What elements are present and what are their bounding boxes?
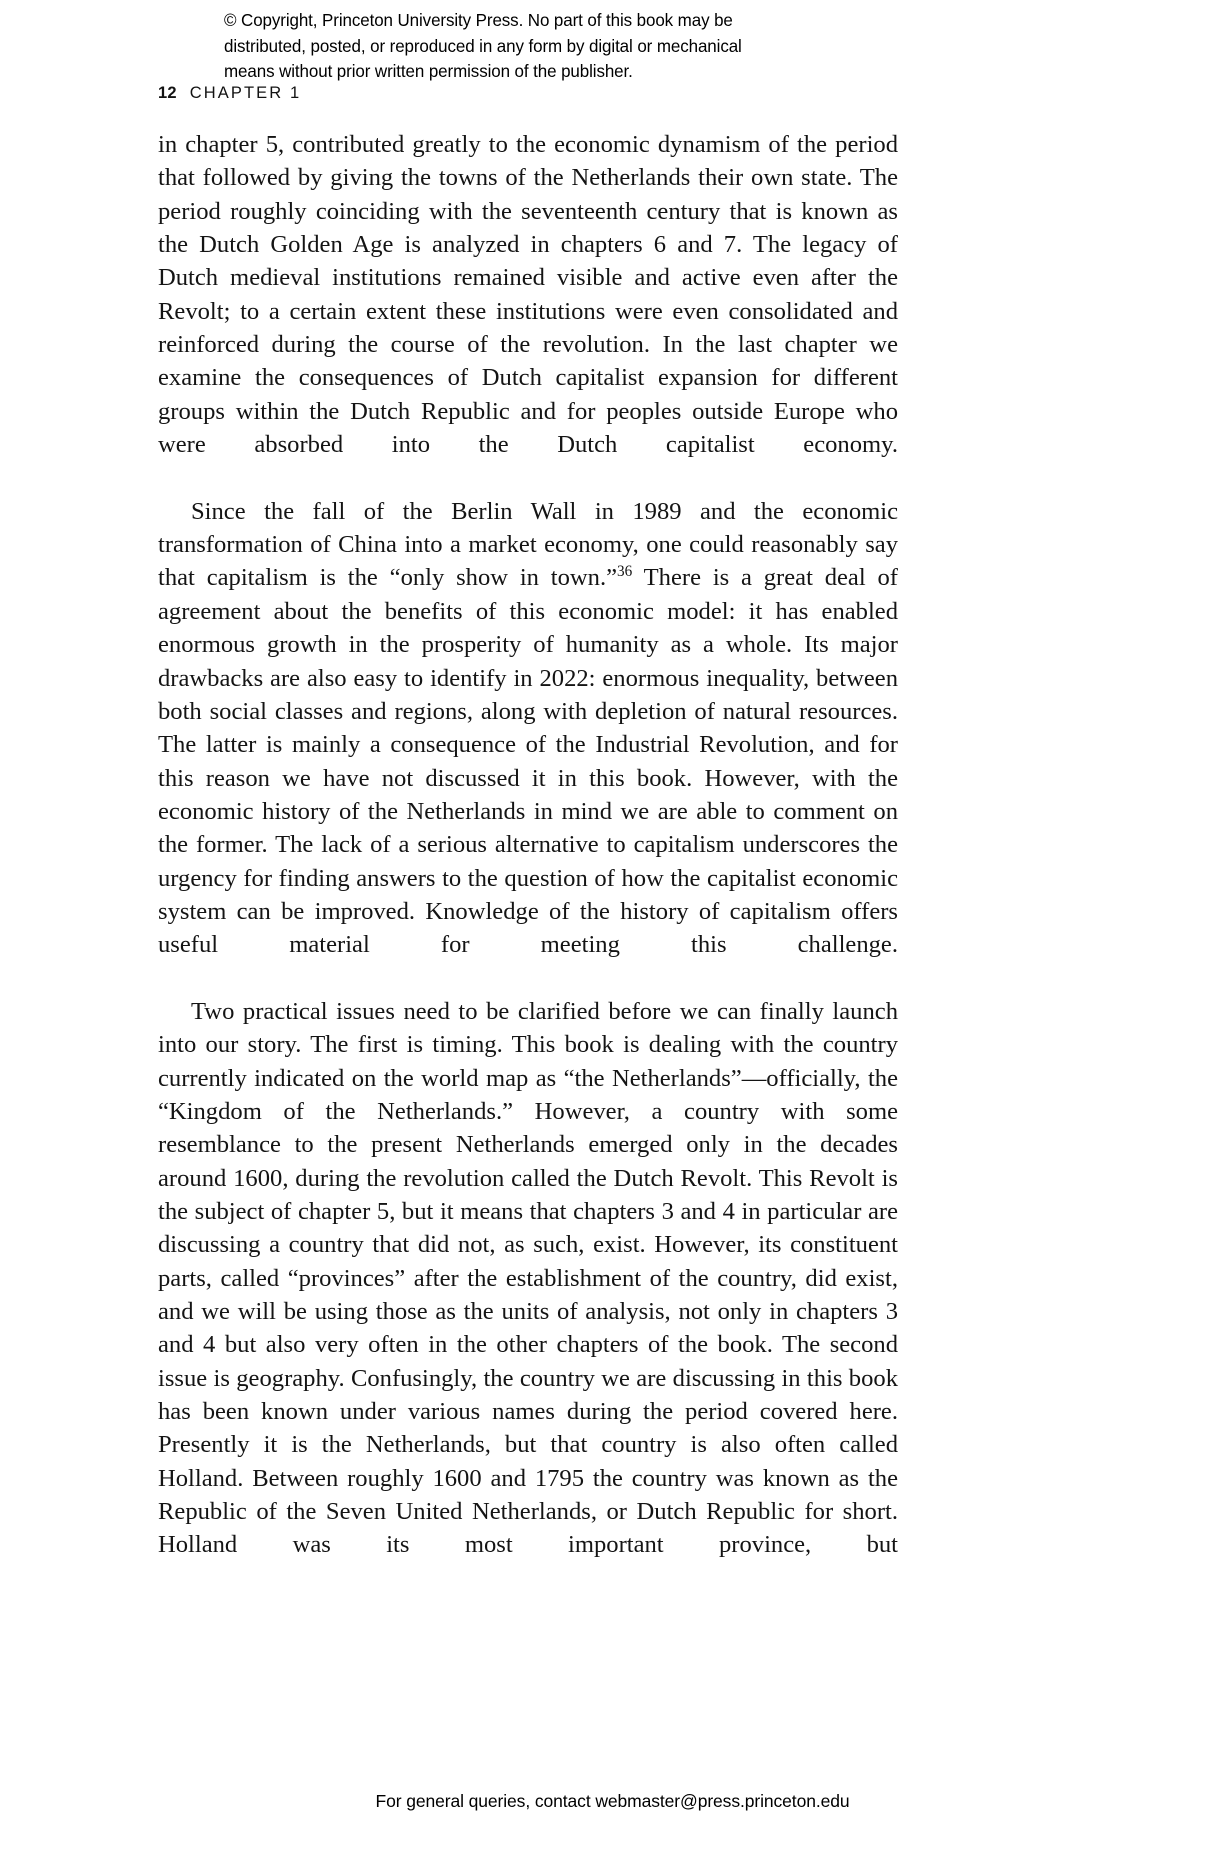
footnote-reference-36[interactable]: 36 <box>617 563 633 581</box>
footer-text: For general queries, contact webmaster@press.princeton.edu <box>375 1791 850 1811</box>
paragraph-berlin-wall <box>158 495 898 995</box>
page-footer <box>0 1791 1225 1812</box>
copyright-notice <box>224 8 806 85</box>
copyright-line-3: means without prior written permission of the publisher. <box>224 61 633 81</box>
paragraph-two-practical-issues: Two practical issues need to be clarified before we can finally launch into our story. The first is timing. This book is dealing with the country currently indicated on the world map as “the Netherlands”—officially, the “Kingdom of the Netherlands.” However, a country with some resemblance to the present Netherlands emerged only in the decades around 1600, during the revolution called the Dutch Revolt. This Revolt is the subject of chapter 5, but it means that chapters 3 and 4 in particular are discussing a country that did not, as such, exist. However, its constituent parts, called “provinces” after the establishment of the country, did exist, and we will be using those as the units of analysis, not only in chapters 3 and 4 but also very often in the other chapters of the book. The second issue is geography. Confusingly, the country we are discussing in this book has been known under various names during the period covered here. Presently it is the Netherlands, but that country is also often called Holland. Between roughly 1600 and 1795 the country was known as the Republic of the Seven United Netherlands, or Dutch Republic for short. Holland was its most important province, but <box>158 997 898 1559</box>
chapter-label: CHAPTER 1 <box>189 84 302 102</box>
copyright-line-1: © Copyright, Princeton University Press. No part of this book may be <box>224 10 733 30</box>
running-head <box>158 82 301 104</box>
copyright-line-2: distributed, posted, or reproduced in any form by digital or mechanical <box>224 35 742 56</box>
paragraph-text-before-note: Since the fall of the Berlin Wall in 1989 and the economic transformation of China into a market economy, one could reasonably say that capitalism is the “only show in town.” <box>158 497 898 592</box>
paragraph-continued: in chapter 5, contributed greatly to the economic dynamism of the period that followed by giving the towns of the Netherlands their own state. The period roughly coinciding with the seventeenth century that is known as the Dutch Golden Age is analyzed in chapters 6 and 7. The legacy of Dutch medieval institutions remained visible and active even after the Revolt; to a certain extent these institutions were even consolidated and reinforced during the course of the revolution. In the last chapter we examine the consequences of Dutch capitalist expansion for different groups within the Dutch Republic and for peoples outside Europe who were absorbed into the Dutch capitalist economy. <box>158 131 898 459</box>
paragraph-text-after-note: There is a great deal of agreement about the benefits of this economic model: it has enabled enormous growth in the prosperity of humanity as a whole. Its major drawbacks are also easy to identify in 2022: enormous inequality, between both social classes and regions, along with depletion of natural resources. The latter is mainly a consequence of the Industrial Revolution, and for this reason we have not discussed it in this book. However, with the economic history of the Netherlands in mind we are able to comment on the former. The lack of a serious alternative to capitalism underscores the urgency for finding answers to the question of how the capitalist economic system can be improved. Knowledge of the history of capitalism offers useful material for meeting this challenge. <box>158 564 898 959</box>
body-text-column <box>158 128 898 1595</box>
page-number: 12 <box>158 84 177 102</box>
